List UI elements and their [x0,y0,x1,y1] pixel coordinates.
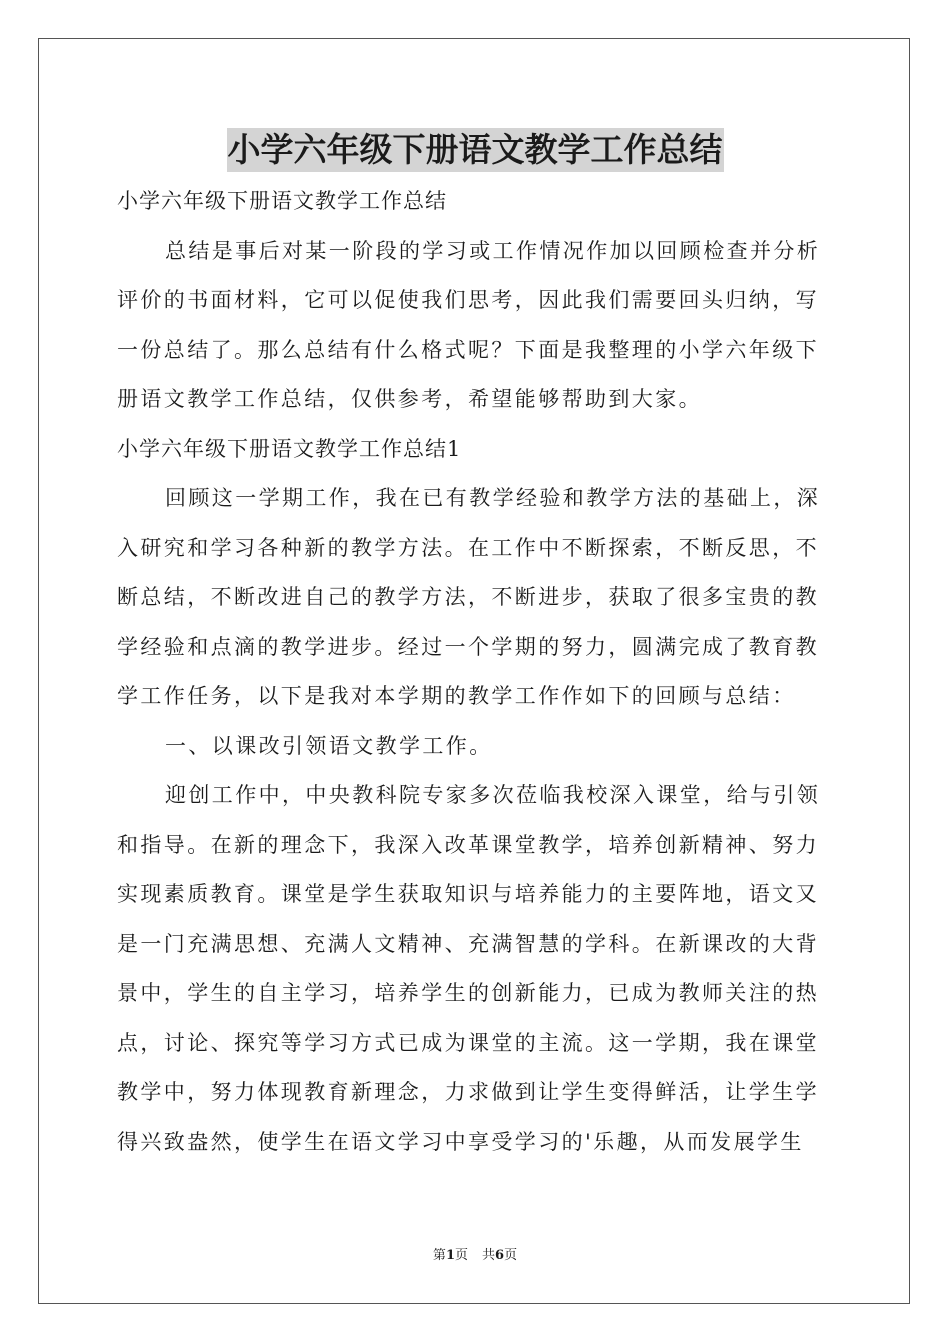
total-page-number: 6 [495,1248,505,1263]
paragraph-line: 学工作任务，以下是我对本学期的教学工作作如下的回顾与总结： [117,684,796,708]
document-title: 小学六年级下册语文教学工作总结 [227,128,724,172]
paragraph-line: 点，讨论、探究等学习方式已成为课堂的主流。这一学期，我在课堂 [117,1030,819,1055]
section-heading: 小学六年级下册语文教学工作总结1 [117,436,462,461]
paragraph-line: 一份总结了。那么总结有什么格式呢？下面是我整理的小学六年级下 [117,337,819,362]
paragraph-line: 迎创工作中，中央教科院专家多次莅临我校深入课堂，给与引领 [165,783,821,807]
title-container [0,128,950,172]
paragraph-line: 学经验和点滴的教学进步。经过一个学期的努力，圆满完成了教育教 [117,634,819,659]
paragraph-line: 断总结，不断改进自己的教学方法，不断进步，获取了很多宝贵的教 [117,585,819,609]
paragraph-line: 总结是事后对某一阶段的学习或工作情况作加以回顾检查并分析 [165,238,821,263]
document-body [117,177,835,1167]
paragraph-line: 得兴致盎然，使学生在语文学习中享受学习的'乐趣，从而发展学生 [117,1129,804,1154]
paragraph-line: 回顾这一学期工作，我在已有教学经验和教学方法的基础上，深 [165,486,821,510]
paragraph-line: 和指导。在新的理念下，我深入改革课堂教学，培养创新精神、努力 [117,832,819,857]
paragraph-line: 教学中，努力体现教育新理念，力求做到让学生变得鲜活，让学生学 [117,1080,819,1104]
page-footer [0,1247,950,1265]
paragraph-line: 入研究和学习各种新的教学方法。在工作中不断探索，不断反思，不 [117,535,819,560]
paragraph-line: 实现素质教育。课堂是学生获取知识与培养能力的主要阵地，语文又 [117,882,819,906]
page-suffix: 页 [454,1248,468,1263]
subtitle-line: 小学六年级下册语文教学工作总结 [117,189,447,213]
current-page-number: 1 [445,1248,455,1263]
page-prefix: 第 [432,1248,446,1263]
subsection-heading: 一、以课改引领语文教学工作。 [165,733,493,758]
paragraph-line: 是一门充满思想、充满人文精神、充满智慧的学科。在新课改的大背 [117,931,819,956]
total-suffix: 页 [504,1248,518,1263]
paragraph-line: 景中，学生的自主学习，培养学生的创新能力，已成为教师关注的热 [117,981,819,1005]
paragraph-line: 评价的书面材料，它可以促使我们思考，因此我们需要回头归纳，写 [117,288,819,312]
paragraph-line: 册语文教学工作总结，仅供参考，希望能够帮助到大家。 [117,387,702,411]
total-prefix: 共 [482,1248,496,1263]
